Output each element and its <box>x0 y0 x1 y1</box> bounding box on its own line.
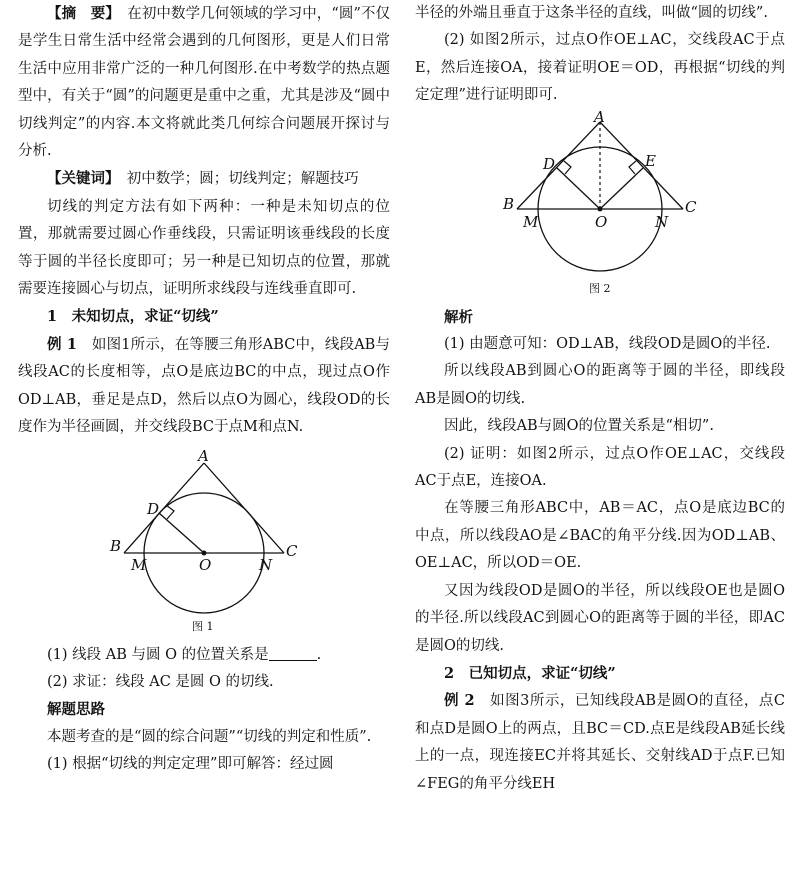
continued-paragraph: 半径的外端且垂直于这条半径的直线，叫做“圆的切线”. <box>415 5 768 21</box>
fig1-label-a: A <box>198 446 209 465</box>
example-1-text: 如图1所示，在等腰三角形ABC中，线段AB与线段AC的长度相等，点O是底边BC的中点，现过点O作OD⊥AB，垂足是点D，然后以点O为圆心，线段OD的长度作为半径画圆，并交线段BC于点M和点N. <box>18 336 391 436</box>
fig1-right-angle-mark <box>166 505 174 519</box>
right-column <box>415 0 785 798</box>
thinking-paragraph: 本题考查的是“圆的综合问题”“切线的判定和性质”. <box>47 728 372 745</box>
fig2-right-angle-e <box>629 161 636 174</box>
analysis-1: (1) 由题意可知：OD⊥AB，线段OD是圆O的半径. <box>444 336 771 353</box>
thinking-heading: 解题思路 <box>47 701 105 719</box>
fig1-center-dot <box>202 550 207 555</box>
abstract-paragraph <box>18 0 390 165</box>
abstract-label: 【摘 要】 <box>47 5 113 22</box>
fig2-side-ab <box>517 122 600 209</box>
fig2-label-a: A <box>594 107 605 126</box>
fig2-label-o: O <box>595 212 608 231</box>
figure-2 <box>497 107 697 298</box>
left-column <box>18 0 390 779</box>
fig2-label-c: C <box>685 197 697 216</box>
abstract-text: 在初中数学几何领域的学习中，“圆”不仅是学生日常生活中经常会遇到的几何图形，更是人们日常生活中应用非常广泛的一种几何图形.在中考数学的热点题型中，有关于“圆”的问题更是重中之重，尤其是涉及“圆中切线判定”的内容.本文将就此类几何综合问题展开探讨与分析. <box>18 6 391 160</box>
fig1-label-b: B <box>110 536 122 555</box>
fig1-label-c: C <box>286 541 298 560</box>
analysis-5: 在等腰三角形ABC中，AB＝AC，点O是底边BC的中点，所以线段AO是∠BAC的角平分线.因为OD⊥AB、OE⊥AC，所以OD＝OE. <box>415 500 785 572</box>
analysis-6: 又因为线段OD是圆O的半径，所以线段OE也是圆O的半径.所以线段AC到圆心O的距离等于圆的半径，即AC是圆O的切线. <box>415 582 785 654</box>
example-2-text: 如图3所示，已知线段AB是圆O的直径，点C和点D是圆O上的两点，且BC＝CD.点E是线段AB延长线上的一点，现连接EC并将其延长、交射线AD于点F.已知∠FEG的角平分线EH <box>415 693 786 792</box>
question-1 <box>18 642 390 669</box>
figure-1-caption: 图 1 <box>192 619 214 633</box>
fig2-label-b: B <box>503 194 515 213</box>
thinking-step-2: (2) 如图2所示，过点O作OE⊥AC，交线段AC于点E，然后连接OA，接着证明OE＝OD，再根据“切线的判定定理”进行证明即可. <box>415 32 785 104</box>
example-2-label: 例 2 <box>444 692 475 710</box>
fig2-label-m: M <box>523 212 539 231</box>
fig2-label-e: E <box>645 151 656 170</box>
keywords-label: 【关键词】 <box>47 170 113 188</box>
figure-2-caption: 图 2 <box>589 281 611 295</box>
question-2: (2) 求证：线段 AC 是圆 O 的切线. <box>47 673 274 690</box>
keywords-paragraph <box>18 165 390 193</box>
intro-paragraph: 切线的判定方法有如下两种：一种是未知切点的位置，那就需要过圆心作垂线段，只需证明该垂线段的长度等于圆的半径长度即可；另一种是已知切点的位置，那就需要连接圆心与切点，证明所求线段与连线垂直即可. <box>18 198 390 298</box>
fig1-label-o: O <box>199 555 212 574</box>
example-1-label: 例 1 <box>47 335 78 353</box>
fig2-label-d: D <box>543 154 556 173</box>
analysis-heading: 解析 <box>444 308 473 326</box>
keywords-text: 初中数学；圆；切线判定；解题技巧 <box>126 171 359 188</box>
fig2-right-angle-d <box>564 161 571 174</box>
analysis-2: 所以线段AB到圆心O的距离等于圆的半径，即线段AB是圆O的切线. <box>415 363 785 407</box>
analysis-4: (2) 证明：如图2所示，过点O作OE⊥AC，交线段AC于点E，连接OA. <box>415 445 785 490</box>
section-2-heading: 2 已知切点，求证“切线” <box>444 664 616 682</box>
fig2-center-dot <box>598 206 603 211</box>
example-2-paragraph <box>415 687 785 798</box>
fig1-segment-od <box>159 513 204 553</box>
fig2-segment-od <box>557 168 600 209</box>
fig2-label-n: N <box>655 212 669 231</box>
fig1-label-d: D <box>147 499 160 518</box>
section-1-heading: 1 未知切点，求证“切线” <box>47 308 219 326</box>
thinking-step-1: (1) 根据“切线的判定定理”即可解答：经过圆 <box>47 756 334 773</box>
answer-blank <box>269 646 317 661</box>
question-1-text: (1) 线段 AB 与圆 O 的位置关系是 <box>47 646 269 663</box>
fig1-label-n: N <box>259 555 273 574</box>
question-1-end: . <box>316 646 322 663</box>
fig2-segment-oe <box>600 168 643 209</box>
analysis-3: 因此，线段AB与圆O的位置关系是“相切”. <box>444 418 714 435</box>
example-1-paragraph <box>18 331 390 442</box>
figure-1 <box>94 446 298 635</box>
fig1-label-m: M <box>131 555 147 574</box>
fig2-side-ac <box>600 122 683 209</box>
